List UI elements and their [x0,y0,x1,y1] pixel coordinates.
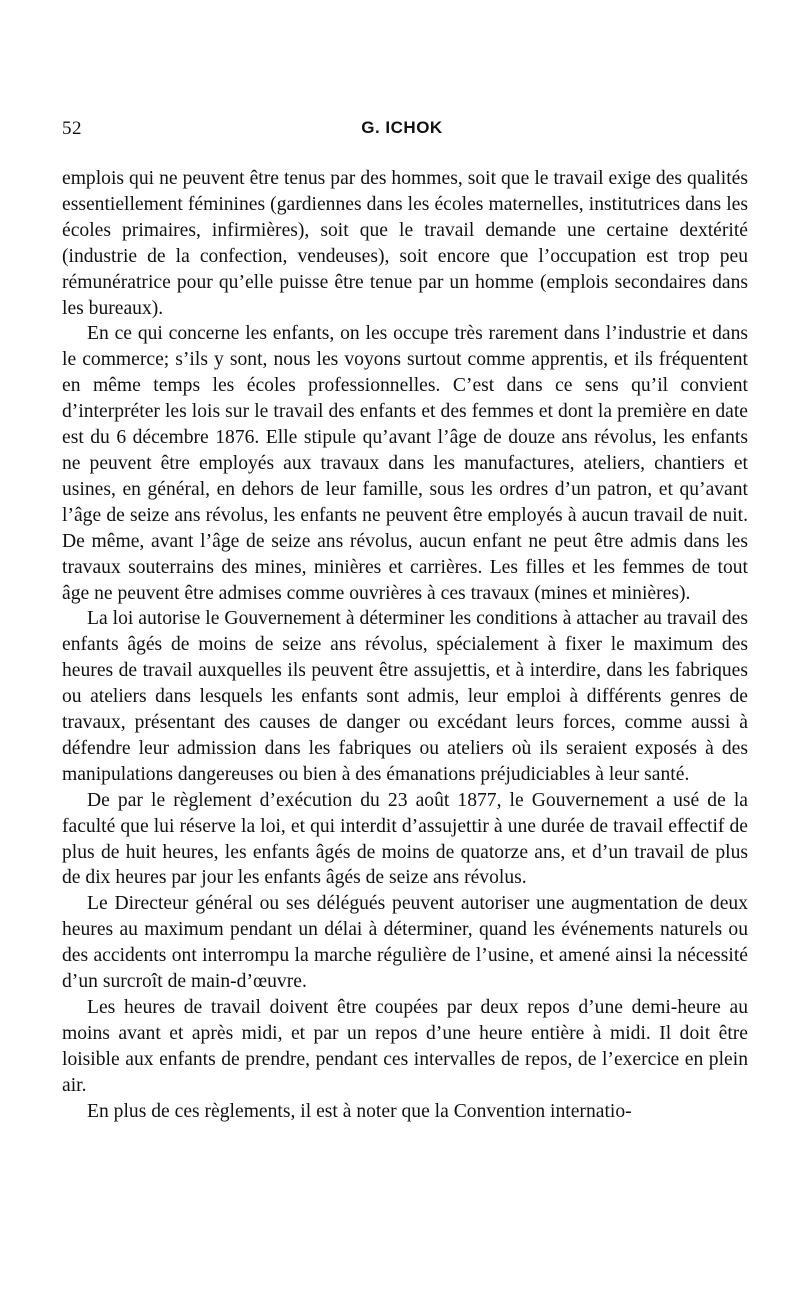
paragraph-loi-gouvernement: La loi autorise le Gouvernement à déterminer les conditions à attacher au travail des enfants âgés de moins de seize ans révolus, spécialement à fixer le maximum des heures de travail auxquelles ils peuvent être assujettis, et à interdire, dans les fabriques ou ateliers dans lesquels les enfants sont admis, leur emploi à différents genres de travaux, présentant des causes de danger ou excédant leurs forces, comme aussi à défendre leur admission dans les fabriques ou ateliers où ils seraient exposés à des manipulations dangereuses ou bien à des émanations préjudiciables à leur santé. [62,608,748,785]
running-head-author: G. ICHOK [361,118,443,137]
page-number: 52 [62,118,82,139]
paragraph-directeur-general: Le Directeur général ou ses délégués peuvent autoriser une augmentation de deux heures au maximum pendant un délai à déterminer, quand les événements naturels ou des accidents ont interrompu la marche régulière de l’usine, et amené ainsi la nécessité d’un surcroît de main-d’œuvre. [62,893,748,993]
paragraph-heures-travail: Les heures de travail doivent être coupées par deux repos d’une demi-heure au moins avant et après midi, et par un repos d’une heure entière à midi. Il doit être loisible aux enfants de prendre, pendant ces intervalles de repos, de l’exercice en plein air. [62,997,748,1096]
page-header [62,118,742,146]
paragraph-continued: emplois qui ne peuvent être tenus par des hommes, soit que le travail exige des qualités essentiellement féminines (gardiennes dans les écoles maternelles, institutrices dans les écoles primaires, infirmières), soit que le travail demande une certaine dextérité (industrie de la confection, vendeuses), soit encore que l’occupation est trop peu rémunératrice pour qu’elle puisse être tenue par un homme (emplois secondaires dans les bureaux). [62,168,748,319]
paragraph-convention: En plus de ces règlements, il est à noter que la Convention internatio- [87,1100,632,1122]
paragraph-reglement-execution: De par le règlement d’exécution du 23 août 1877, le Gouvernement a usé de la faculté que lui réserve la loi, et qui interdit d’assujettir à une durée de travail effectif de plus de huit heures, les enfants âgés de moins de quatorze ans, et d’un travail de plus de dix heures par jour les enfants âgés de seize ans révolus. [62,789,748,889]
body-text [62,166,748,1125]
paragraph-enfants: En ce qui concerne les enfants, on les occupe très rarement dans l’industrie et dans le commerce; s’ils y sont, nous les voyons surtout comme apprentis, et ils fréquentent en même temps les écoles professionnelles. C’est dans ce sens qu’il convient d’interpréter les lois sur le travail des enfants et des femmes et dont la première en date est du 6 décembre 1876. Elle stipule qu’avant l’âge de douze ans révolus, les enfants ne peuvent être employés aux travaux dans les manufactures, ateliers, chantiers et usines, en général, en dehors de leur famille, sous les ordres d’un patron, et qu’avant l’âge de seize ans révolus, les enfants ne peuvent être employés à aucun travail de nuit. De même, avant l’âge de seize ans révolus, aucun enfant ne peut être admis dans les travaux souterrains des mines, minières et carrières. Les filles et les femmes de tout âge ne peuvent être admises comme ouvrières à ces travaux (mines et minières). [62,323,748,604]
